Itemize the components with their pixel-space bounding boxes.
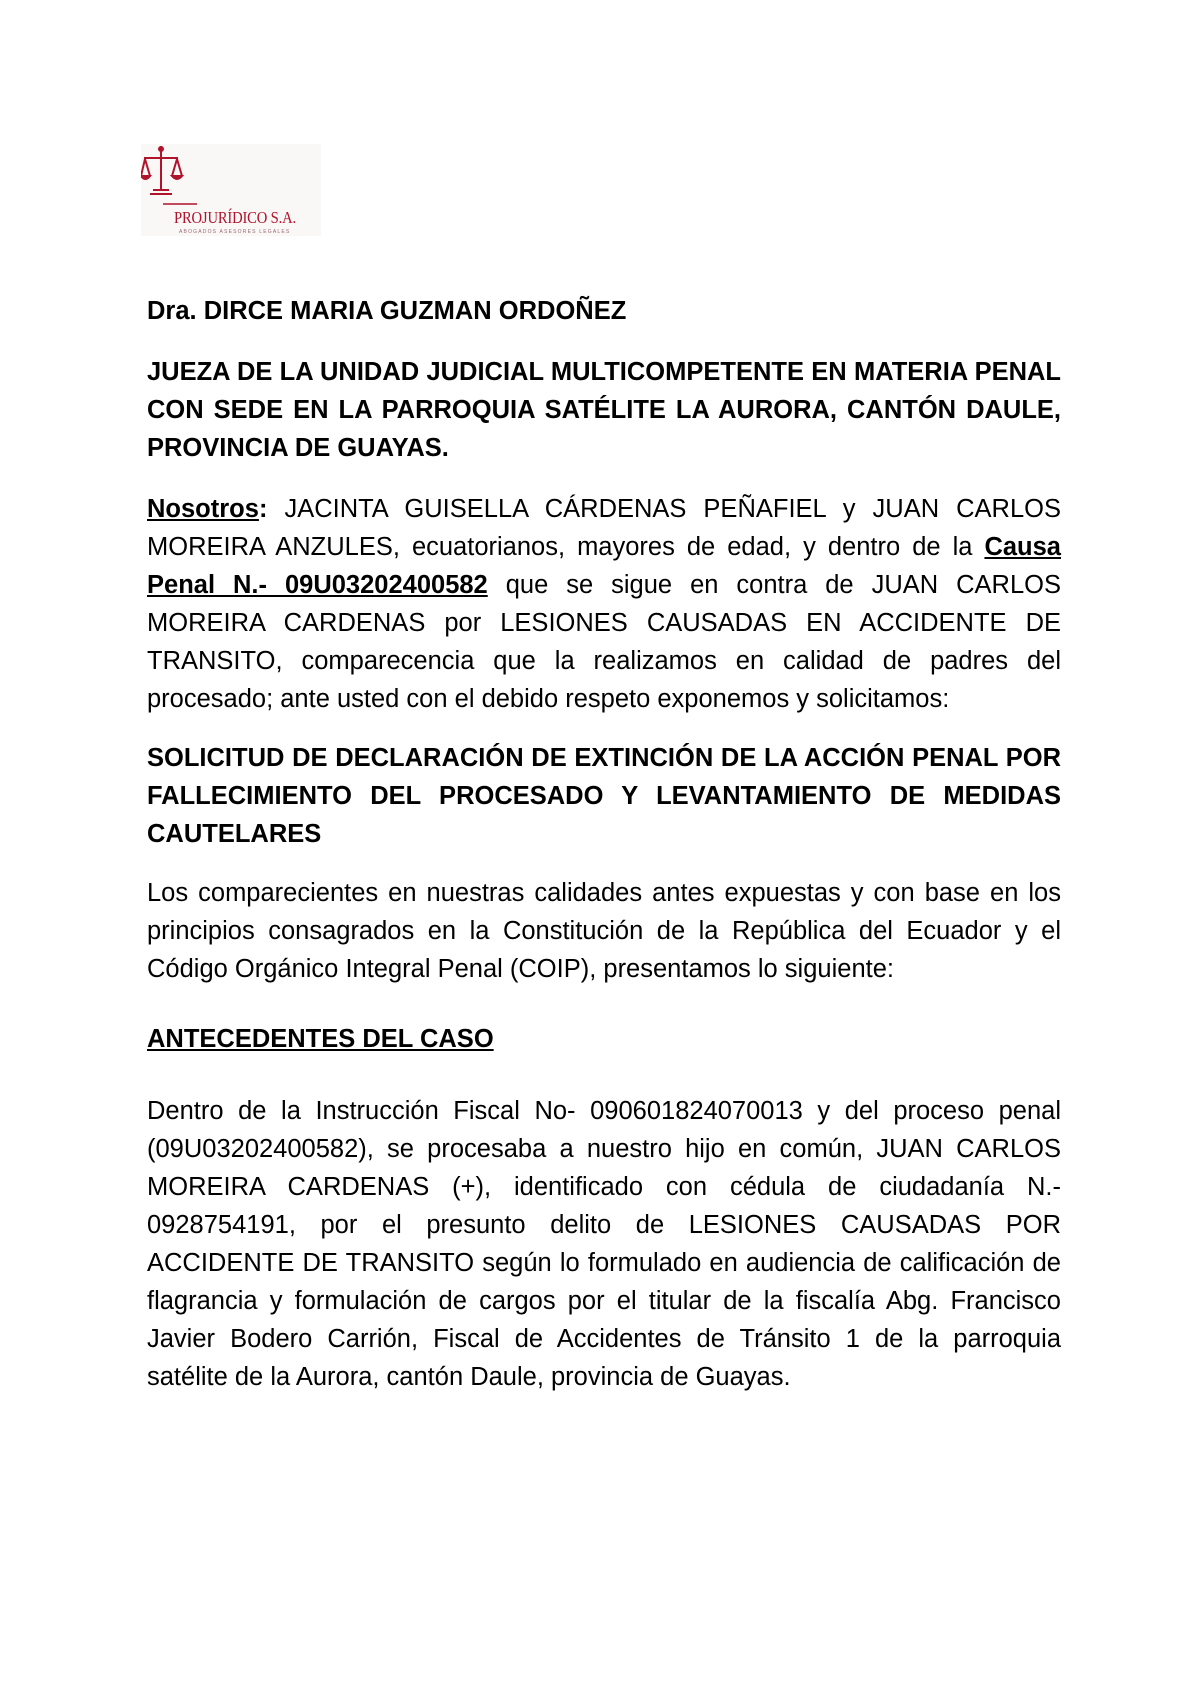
logo-name: PROJURÍDICO S.A. bbox=[174, 208, 296, 227]
intro-text-b: que se sigue en contra de JUAN CARLOS MOREIRA CARDENAS por LESIONES CAUSADAS EN ACCIDENTE DE TRANSITO, comparecencia que la realizamos en calidad de padres del procesado; ante usted con el debido respeto exponemos y solicitamos: bbox=[147, 571, 1061, 713]
company-logo bbox=[141, 144, 321, 236]
intro-label: Nosotros bbox=[147, 495, 259, 523]
scales-of-justice-icon bbox=[141, 144, 201, 208]
document-body bbox=[147, 292, 1061, 1396]
section-heading: ANTECEDENTES DEL CASO bbox=[147, 1025, 494, 1053]
antecedentes-paragraph: Dentro de la Instrucción Fiscal No- 090601824070013 y del proceso penal (09U03202400582), se procesaba a nuestro hijo en común, JUAN CARLOS MOREIRA CARDENAS (+), identificado con cédula de ciudadanía N.- 0928754191, por el presunto delito de LESIONES CAUSADAS POR ACCIDENTE DE TRANSITO según lo formulado en audiencia de calificación de flagrancia y formulación de cargos por el titular de la fiscalía Abg. Francisco Javier Bodero Carrión, Fiscal de Accidentes de Tránsito 1 de la parroquia satélite de la Aurora, cantón Daule, provincia de Guayas. bbox=[147, 1097, 1061, 1391]
intro-colon: : bbox=[258, 495, 268, 523]
request-title: SOLICITUD DE DECLARACIÓN DE EXTINCIÓN DE LA ACCIÓN PENAL POR FALLECIMIENTO DEL PROCESADO Y LEVANTAMIENTO DE MEDIDAS CAUTELARES bbox=[147, 744, 1061, 848]
basis-paragraph: Los comparecientes en nuestras calidades antes expuestas y con base en los principios consagrados en la Constitución de la República del Ecuador y el Código Orgánico Integral Penal (COIP), presentamos lo siguiente: bbox=[147, 879, 1061, 983]
intro-text-a: JACINTA GUISELLA CÁRDENAS PEÑAFIEL y JUAN CARLOS MOREIRA ANZULES, ecuatorianos, mayores de edad, y dentro de la bbox=[147, 495, 1061, 561]
intro-paragraph bbox=[147, 490, 1061, 718]
addressee-title: JUEZA DE LA UNIDAD JUDICIAL MULTICOMPETENTE EN MATERIA PENAL CON SEDE EN LA PARROQUIA SATÉLITE LA AURORA, CANTÓN DAULE, PROVINCIA DE GUAYAS. bbox=[147, 358, 1061, 462]
logo-subtitle: ABOGADOS ASESORES LEGALES bbox=[179, 229, 291, 235]
causa-penal-label: Causa Penal N.- 09U03202400582 bbox=[147, 533, 1061, 599]
addressee-name: Dra. DIRCE MARIA GUZMAN ORDOÑEZ bbox=[147, 297, 627, 325]
